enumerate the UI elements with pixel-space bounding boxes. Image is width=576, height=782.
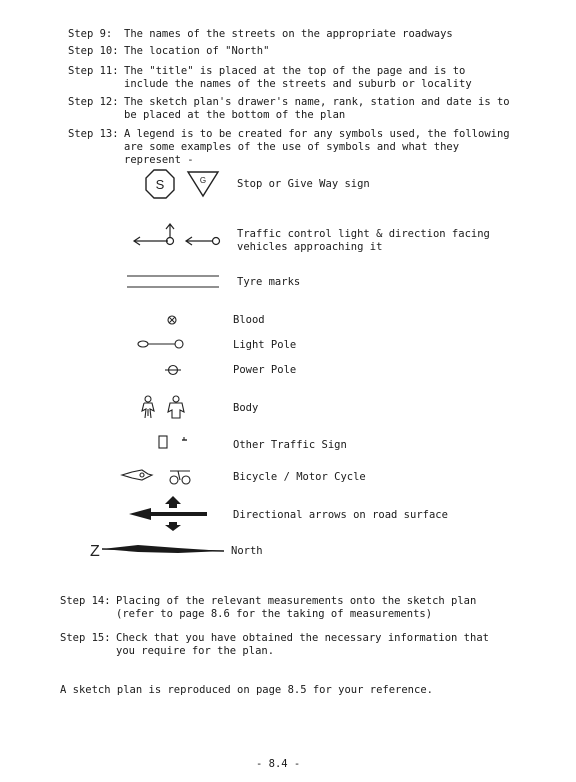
legend-label-north: North bbox=[231, 545, 263, 557]
legend-label-stop-give-way: Stop or Give Way sign bbox=[237, 178, 370, 190]
legend-label-power-pole: Power Pole bbox=[233, 364, 297, 376]
step-label: Step 9: bbox=[68, 28, 113, 40]
legend-label-body: Body bbox=[233, 402, 259, 414]
step-label: Step 13: bbox=[68, 128, 119, 140]
stop-sign-letter: S bbox=[155, 177, 165, 192]
step-15 bbox=[60, 632, 530, 660]
step-9 bbox=[68, 28, 538, 42]
step-label: Step 15: bbox=[60, 632, 111, 644]
stop-give-way-icon bbox=[144, 168, 224, 202]
legend-label-light-pole: Light Pole bbox=[233, 339, 297, 351]
body-icon bbox=[136, 394, 192, 420]
blood-icon bbox=[165, 313, 179, 327]
tyre-marks-icon bbox=[127, 272, 219, 292]
legend-label-blood: Blood bbox=[233, 314, 265, 326]
step-label: Step 12: bbox=[68, 96, 119, 108]
north-arrow-icon bbox=[88, 538, 228, 562]
step-12 bbox=[68, 96, 538, 124]
legend-label-other-traffic-sign: Other Traffic Sign bbox=[233, 439, 347, 451]
legend-label-traffic-light: Traffic control light & direction facing vehicles approaching it bbox=[237, 228, 490, 253]
step-13 bbox=[68, 128, 538, 168]
legend-label-tyre-marks: Tyre marks bbox=[237, 276, 301, 288]
step-14 bbox=[60, 595, 530, 623]
step-text: A legend is to be created for any symbols used, the following are some examples of the use of symbols and what they represent - bbox=[124, 128, 510, 166]
legend-label-directional-arrows: Directional arrows on road surface bbox=[233, 509, 448, 521]
step-10 bbox=[68, 45, 538, 59]
bicycle-motorcycle-icon bbox=[120, 464, 200, 486]
step-text: The names of the streets on the appropriate roadways bbox=[124, 28, 453, 40]
step-text: The sketch plan's drawer's name, rank, station and date is to be placed at the bottom of the plan bbox=[124, 96, 510, 121]
other-traffic-sign-icon bbox=[157, 434, 193, 454]
light-pole-icon bbox=[137, 337, 187, 351]
step-text: The "title" is placed at the top of the page and is to include the names of the streets and suburb or locality bbox=[124, 65, 472, 90]
step-label: Step 10: bbox=[68, 45, 119, 57]
step-text: Placing of the relevant measurements onto the sketch plan (refer to page 8.6 for the taking of measurements) bbox=[116, 595, 477, 620]
step-text: The location of "North" bbox=[124, 45, 270, 57]
step-label: Step 14: bbox=[60, 595, 111, 607]
reference-note: A sketch plan is reproduced on page 8.5 for your reference. bbox=[60, 684, 433, 696]
legend-label-bicycle-motorcycle: Bicycle / Motor Cycle bbox=[233, 471, 366, 483]
directional-arrows-icon bbox=[127, 494, 211, 532]
page-number: - 8.4 - bbox=[256, 758, 301, 770]
give-way-letter: G bbox=[199, 176, 207, 185]
traffic-light-icon bbox=[130, 222, 230, 250]
power-pole-icon bbox=[164, 363, 182, 377]
step-label: Step 11: bbox=[68, 65, 119, 77]
north-letter: Z bbox=[90, 543, 100, 560]
step-11 bbox=[68, 65, 538, 93]
step-text: Check that you have obtained the necessary information that you require for the plan. bbox=[116, 632, 489, 657]
